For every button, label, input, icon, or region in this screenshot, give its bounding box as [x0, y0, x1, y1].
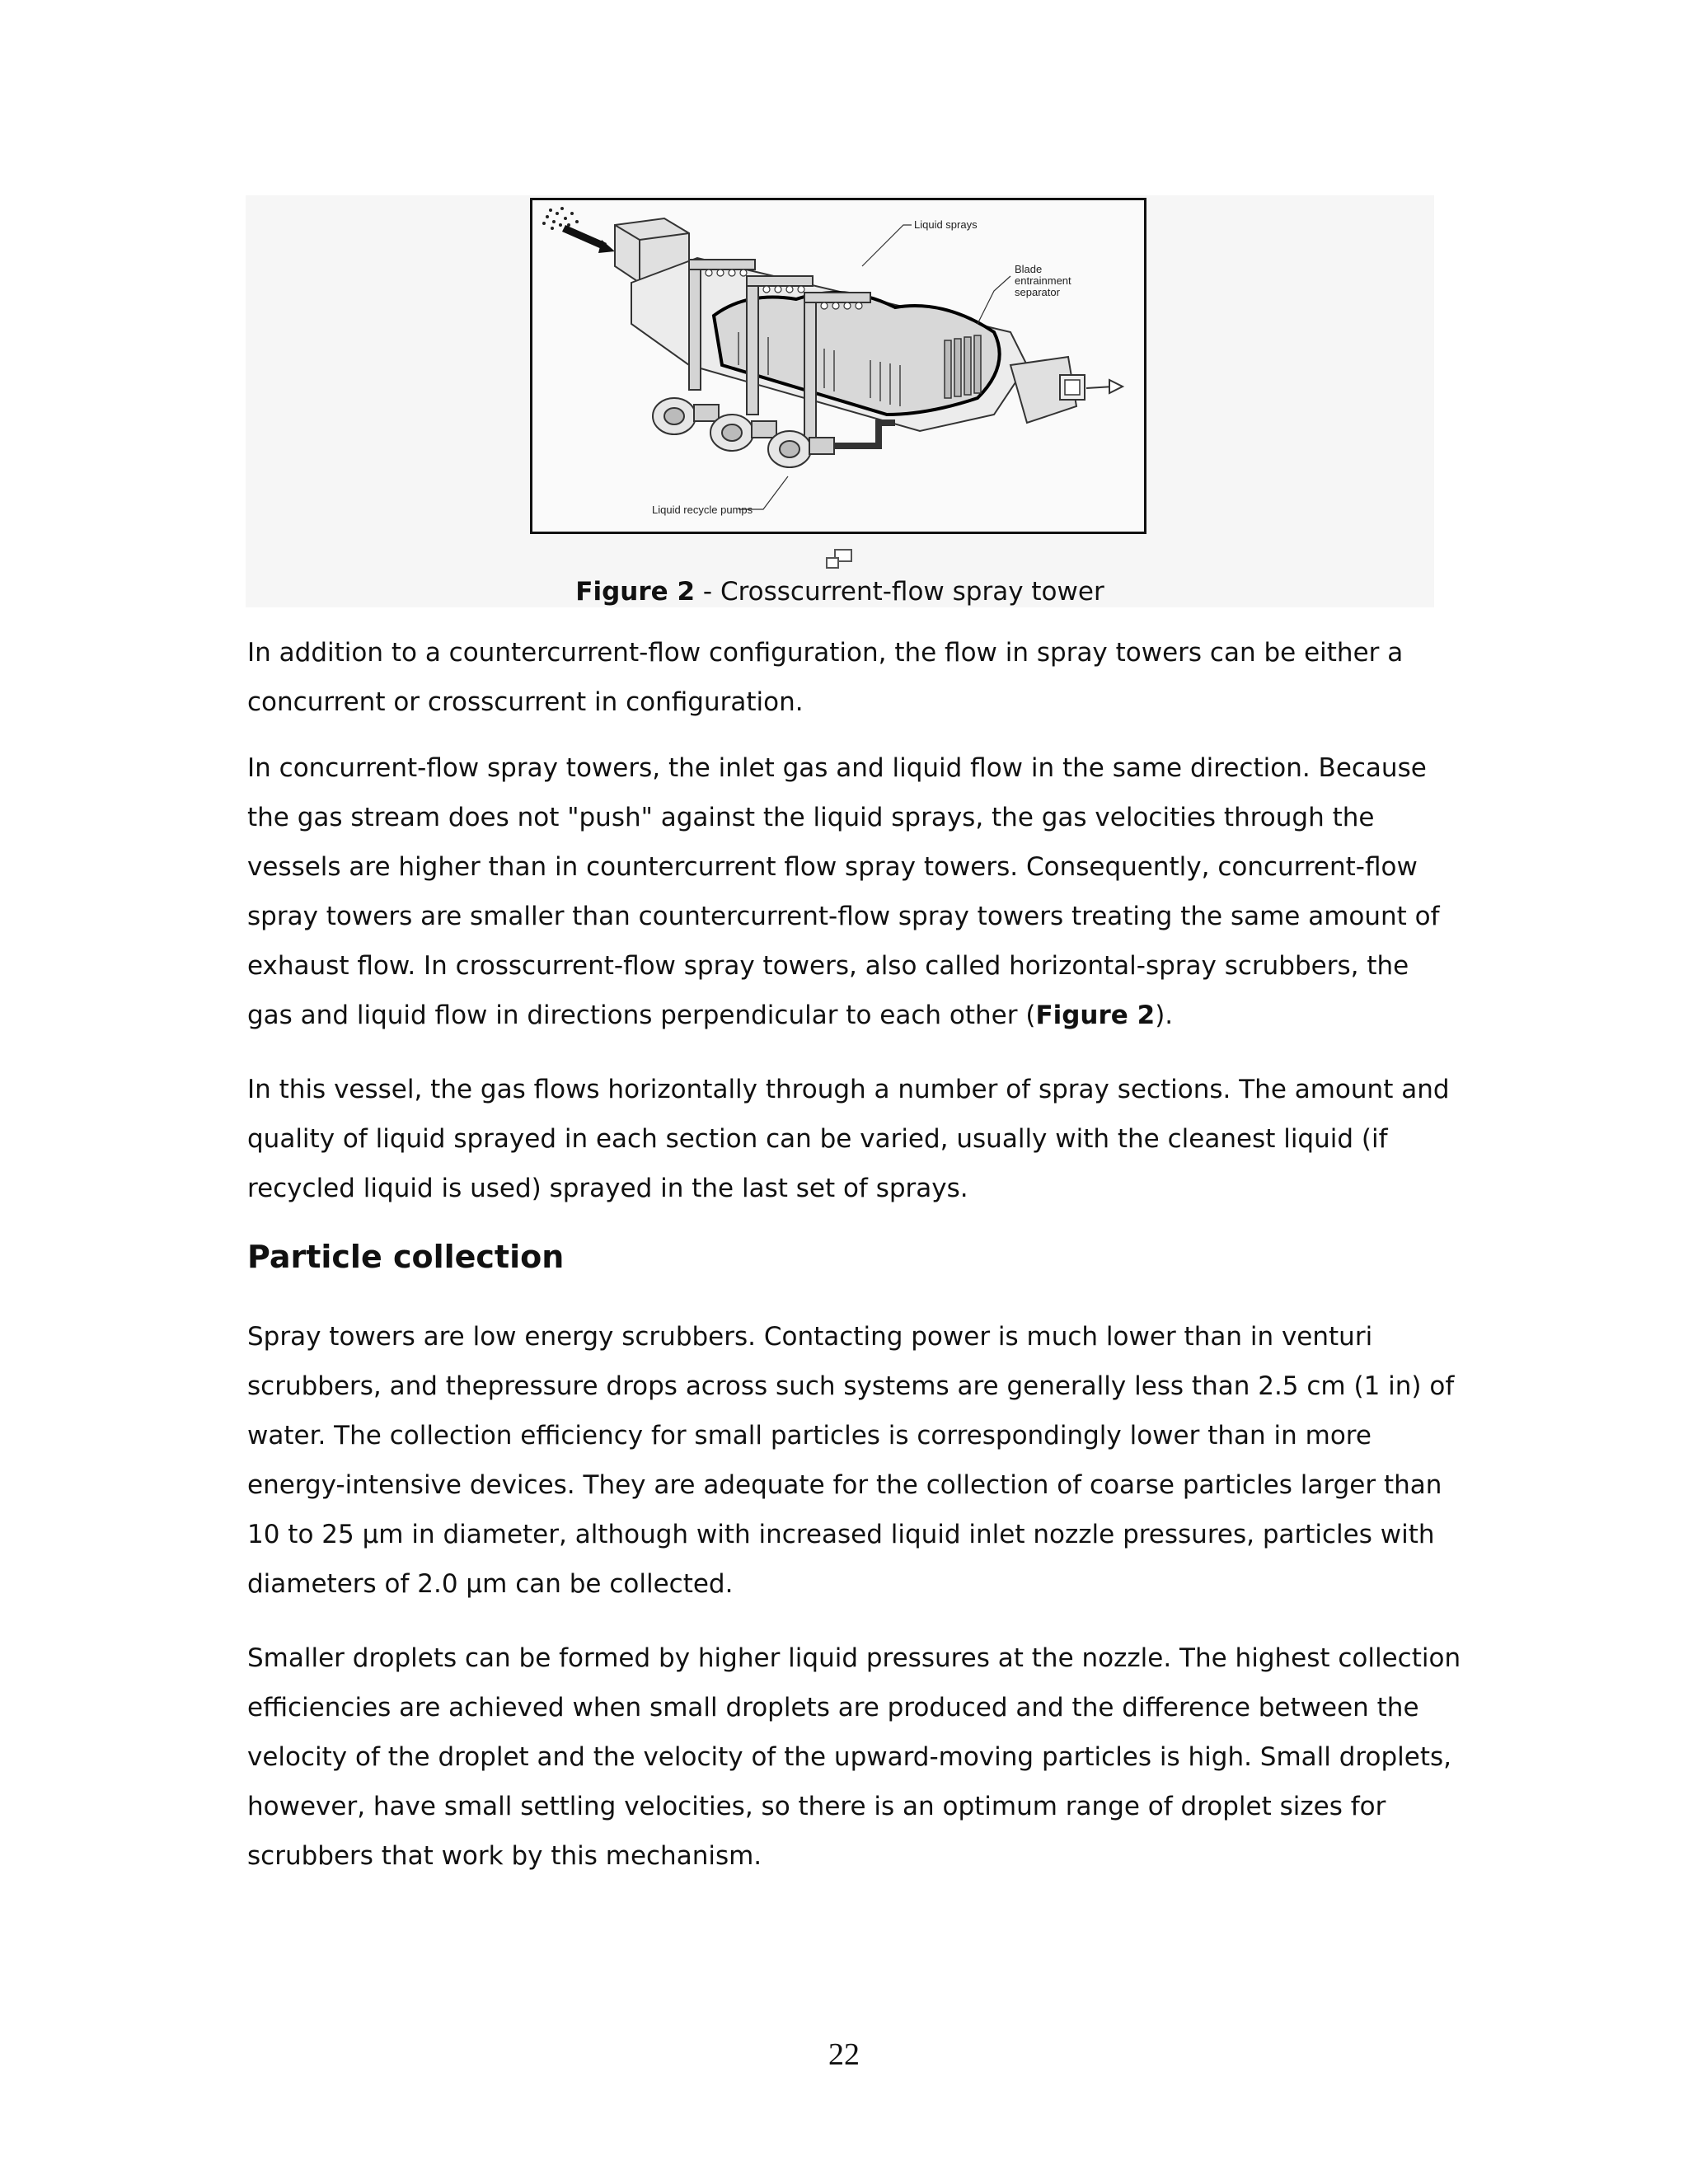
caption-text: - Crosscurrent-flow spray tower [695, 577, 1104, 607]
paragraph-line [247, 1001, 1173, 1030]
paragraph-line: velocity of the droplet and the velocity of the upward-moving particles is high. Small droplets, [247, 1742, 1451, 1772]
figure-reference: Figure 2 [1035, 1001, 1156, 1030]
paragraph-line: however, have small settling velocities, so there is an optimum range of droplet sizes for [247, 1792, 1386, 1821]
paragraph-1 [247, 628, 1442, 727]
paragraph-line: 10 to 25 µm in diameter, although with increased liquid inlet nozzle pressures, particles with [247, 1520, 1435, 1549]
page-number: 22 [828, 2037, 860, 2072]
paragraph-line: efficiencies are achieved when small droplets are produced and the difference between the [247, 1693, 1419, 1722]
paragraph-line: Smaller droplets can be formed by higher liquid pressures at the nozzle. The highest collection [247, 1643, 1461, 1673]
paragraph-5 [247, 1633, 1461, 1881]
label-liquid-sprays: Liquid sprays [914, 218, 978, 231]
paragraph-line: diameters of 2.0 µm can be collected. [247, 1569, 734, 1599]
label-recycle-pumps: Liquid recycle pumps [652, 504, 753, 516]
enlarge-icon[interactable] [825, 548, 853, 569]
paragraph-line: vessels are higher than in countercurrent flow spray towers. Consequently, concurrent-flow [247, 852, 1418, 882]
label-blade-1: Blade [1015, 263, 1043, 275]
paragraph-2 [247, 743, 1442, 1040]
paragraph-line: water. The collection efficiency for small particles is correspondingly lower than in more [247, 1421, 1372, 1451]
paragraph-line: recycled liquid is used) sprayed in the last set of sprays. [247, 1174, 968, 1203]
paragraph-line: scrubbers that work by this mechanism. [247, 1841, 762, 1871]
paragraph-text: ). [1155, 1001, 1174, 1030]
paragraph-line: concurrent or crosscurrent in configuration. [247, 687, 804, 717]
paragraph-line: energy-intensive devices. They are adequate for the collection of coarse particles larger than [247, 1470, 1442, 1500]
spray-tower-diagram [532, 200, 1144, 532]
caption-label: Figure 2 [575, 577, 696, 607]
paragraph-line: spray towers are smaller than countercurrent-flow spray towers treating the same amount of [247, 902, 1440, 931]
paragraph-line: In concurrent-flow spray towers, the inlet gas and liquid flow in the same direction. Because [247, 753, 1427, 783]
figure-image[interactable] [530, 198, 1146, 534]
label-blade-3: separator [1015, 286, 1060, 298]
paragraph-line: the gas stream does not "push" against the liquid sprays, the gas velocities through the [247, 803, 1375, 832]
paragraph-3 [247, 1065, 1450, 1213]
paragraph-line: quality of liquid sprayed in each section can be varied, usually with the cleanest liquid (if [247, 1124, 1388, 1154]
paragraph-4 [247, 1312, 1455, 1609]
paragraph-text: gas and liquid flow in directions perpendicular to each other ( [247, 1001, 1036, 1030]
label-blade-2: entrainment [1015, 274, 1071, 287]
paragraph-line: In this vessel, the gas flows horizontally through a number of spray sections. The amount and [247, 1075, 1450, 1104]
section-heading: Particle collection [247, 1239, 565, 1275]
figure-block [246, 195, 1434, 607]
paragraph-line: exhaust flow. In crosscurrent-flow spray towers, also called horizontal-spray scrubbers, the [247, 951, 1409, 981]
figure-caption [246, 576, 1434, 607]
paragraph-line: scrubbers, and thepressure drops across such systems are generally less than 2.5 cm (1 in) of [247, 1371, 1455, 1401]
paragraph-line: Spray towers are low energy scrubbers. Contacting power is much lower than in venturi [247, 1322, 1373, 1352]
paragraph-line: In addition to a countercurrent-flow configuration, the flow in spray towers can be either a [247, 638, 1404, 668]
